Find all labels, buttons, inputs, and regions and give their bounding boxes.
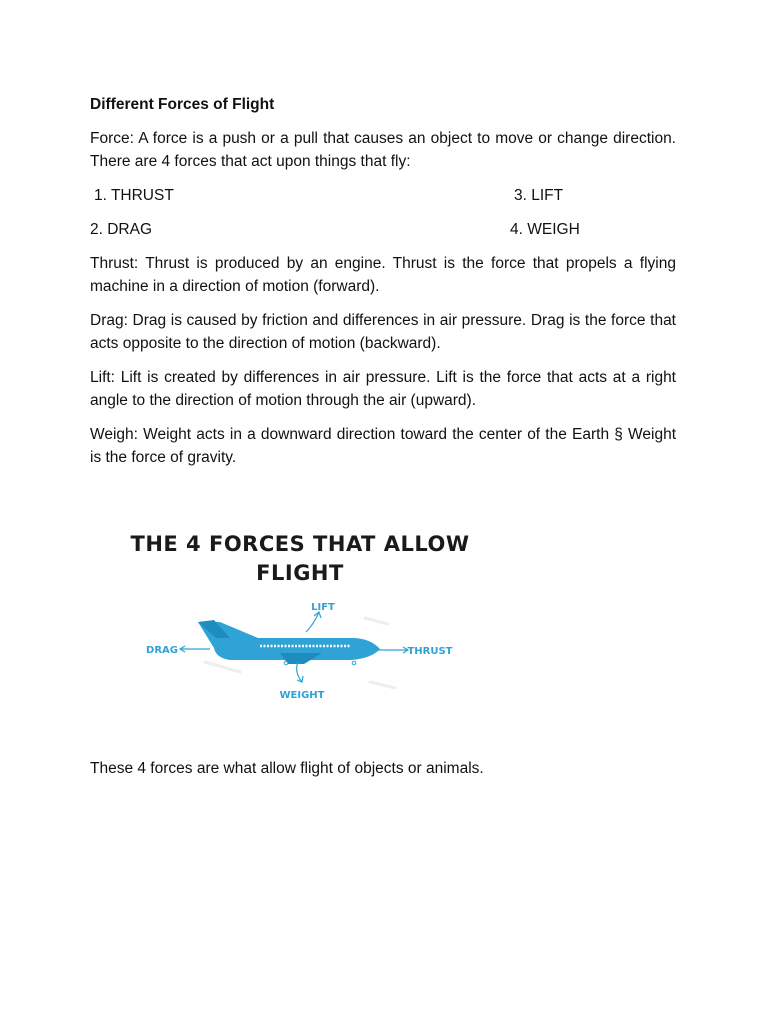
lift-label: LIFT xyxy=(311,602,335,613)
figure-title-line-1: THE 4 FORCES THAT ALLOW xyxy=(130,532,470,556)
list-item-lift: 3. LIFT xyxy=(514,187,564,204)
forces-of-flight-figure xyxy=(90,520,488,712)
forces-list-row-2 xyxy=(90,218,676,241)
closing-paragraph: These 4 forces are what allow flight of objects or animals. xyxy=(90,760,484,777)
document-heading: Different Forces of Flight xyxy=(90,96,275,113)
forces-list-row-1 xyxy=(90,184,676,207)
drag-label: DRAG xyxy=(146,645,178,656)
weigh-paragraph: Weigh: Weight acts in a downward direction toward the center of the Earth § Weight is the force of gravity. xyxy=(90,426,676,466)
lift-paragraph: Lift: Lift is created by differences in air pressure. Lift is the force that acts at a right angle to the direction of motion through the air (upward). xyxy=(90,369,676,409)
list-item-weigh: 4. WEIGH xyxy=(510,221,580,238)
intro-paragraph: Force: A force is a push or a pull that causes an object to move or change direction. There are 4 forces that act upon things that fly: xyxy=(90,130,676,170)
forces-diagram xyxy=(90,520,488,712)
document-body xyxy=(90,94,676,480)
list-item-drag: 2. DRAG xyxy=(90,221,153,238)
figure-title-line-2: FLIGHT xyxy=(256,561,344,585)
weight-label: WEIGHT xyxy=(279,690,325,701)
drag-paragraph: Drag: Drag is caused by friction and differences in air pressure. Drag is the force that acts opposite to the direction of motion (backward). xyxy=(90,312,676,352)
thrust-paragraph: Thrust: Thrust is produced by an engine. Thrust is the force that propels a flying machine in a direction of motion (forward). xyxy=(90,255,676,295)
list-item-thrust: 1. THRUST xyxy=(94,187,174,204)
thrust-label: THRUST xyxy=(407,646,453,657)
